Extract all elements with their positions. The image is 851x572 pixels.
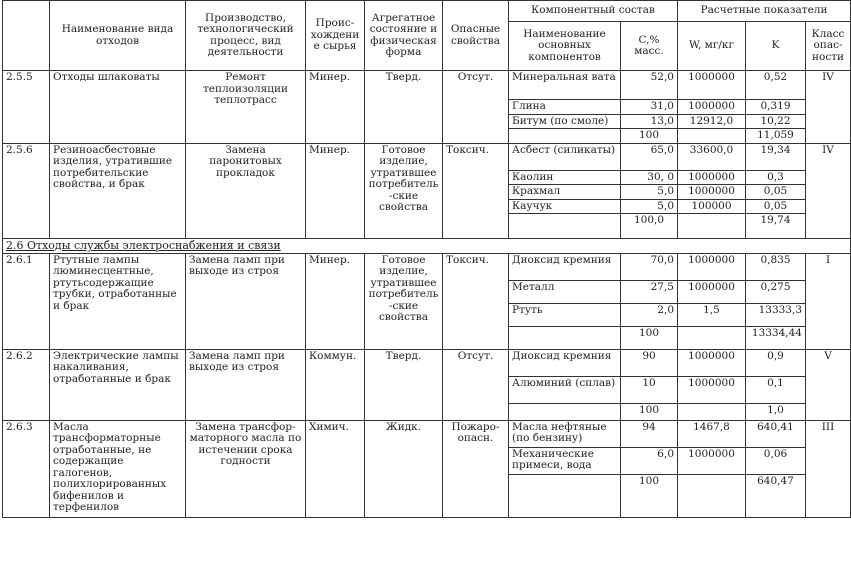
total-k: 1,0 [746, 403, 806, 420]
component-k: 0,05 [746, 199, 806, 214]
component-name: Крахмал [509, 185, 621, 200]
total-k: 13334,44 [746, 326, 806, 349]
total-c: 100 [621, 326, 678, 349]
component-name: Механические примеси, вода [509, 447, 621, 474]
total-c: 100 [621, 403, 678, 420]
total-k: 19,74 [746, 214, 806, 239]
header-composition: Компонентный состав [509, 1, 678, 22]
row-code: 2.5.6 [3, 143, 50, 239]
row-hazard: Пожаро-опасн. [443, 420, 509, 517]
component-w: 1467,8 [678, 420, 746, 447]
waste-classification-table [2, 0, 851, 518]
component-k: 0,52 [746, 71, 806, 100]
row-hazard: Отсут. [443, 349, 509, 420]
row-origin: Минер. [306, 253, 365, 349]
component-name: Масла нефтяные (по бензину) [509, 420, 621, 447]
row-process: Замена ламп при выходе из строя [186, 349, 306, 420]
component-c: 90 [621, 349, 678, 376]
component-name: Каучук [509, 199, 621, 214]
component-c: 6,0 [621, 447, 678, 474]
row-code: 2.6.2 [3, 349, 50, 420]
header-comp-name: Наименование основных компонентов [509, 22, 621, 71]
row-code: 2.6.1 [3, 253, 50, 349]
row-class: III [806, 420, 851, 517]
table-row [3, 349, 851, 376]
header-name: Наименование вида отходов [50, 1, 186, 71]
table-row [3, 420, 851, 447]
header-w: W, мг/кг [678, 22, 746, 71]
component-name: Асбест (силикаты) [509, 143, 621, 170]
header-row-1 [3, 1, 851, 22]
component-w: 1,5 [678, 303, 746, 326]
header-state: Агрегатное состояние и физическая форма [365, 1, 443, 71]
component-w: 1000000 [678, 280, 746, 303]
component-w: 1000000 [678, 376, 746, 403]
component-w: 1000000 [678, 170, 746, 185]
component-w: 1000000 [678, 71, 746, 100]
header-code [3, 1, 50, 71]
row-class: V [806, 349, 851, 420]
component-name: Битум (по смоле) [509, 114, 621, 129]
component-c: 65,0 [621, 143, 678, 170]
component-w: 12912,0 [678, 114, 746, 129]
row-hazard: Токсич. [443, 253, 509, 349]
row-name: Масла трансформаторные отработанные, не содержащие галогенов, полихлорированных бифенилов и терфенилов [50, 420, 186, 517]
component-name: Каолин [509, 170, 621, 185]
table-row [3, 71, 851, 100]
row-code: 2.6.3 [3, 420, 50, 517]
component-name: Минеральная вата [509, 71, 621, 100]
component-k: 0,275 [746, 280, 806, 303]
row-state: Тверд. [365, 349, 443, 420]
component-w: 1000000 [678, 253, 746, 280]
row-name: Отходы шлаковаты [50, 71, 186, 144]
component-w: 33600,0 [678, 143, 746, 170]
row-process: Ремонт теплоизоляции теплотрасс [186, 71, 306, 144]
row-origin: Минер. [306, 71, 365, 144]
row-origin: Коммун. [306, 349, 365, 420]
component-k: 0,1 [746, 376, 806, 403]
row-process: Замена трансфор-маторного масла по истечении срока годности [186, 420, 306, 517]
section-heading-text: 2.6 Отходы службы электроснабжения и связи [6, 239, 281, 252]
row-process: Замена паронитовых прокладок [186, 143, 306, 239]
component-c: 30, 0 [621, 170, 678, 185]
header-class: Класс опас-ности [806, 22, 851, 71]
header-process: Производство, технологический процесс, вид деятельности [186, 1, 306, 71]
row-process: Замена ламп при выходе из строя [186, 253, 306, 349]
component-w: 1000000 [678, 100, 746, 115]
component-c: 13,0 [621, 114, 678, 129]
component-c: 31,0 [621, 100, 678, 115]
component-k: 19,34 [746, 143, 806, 170]
row-hazard: Отсут. [443, 71, 509, 144]
row-class: IV [806, 71, 851, 144]
row-name: Электрические лампы накаливания, отработанные и брак [50, 349, 186, 420]
row-origin: Минер. [306, 143, 365, 239]
component-c: 5,0 [621, 199, 678, 214]
component-k: 13333,3 [746, 303, 806, 326]
component-k: 10,22 [746, 114, 806, 129]
component-k: 0,9 [746, 349, 806, 376]
total-c: 100 [621, 474, 678, 517]
component-k: 0,3 [746, 170, 806, 185]
component-k: 0,06 [746, 447, 806, 474]
total-c: 100 [621, 129, 678, 144]
component-w: 1000000 [678, 447, 746, 474]
row-name: Резиноасбестовые изделия, утратившие потребительские свойства, и брак [50, 143, 186, 239]
total-c: 100,0 [621, 214, 678, 239]
component-k: 0,319 [746, 100, 806, 115]
row-origin: Химич. [306, 420, 365, 517]
component-c: 2,0 [621, 303, 678, 326]
component-name: Металл [509, 280, 621, 303]
total-k: 640,47 [746, 474, 806, 517]
component-w: 1000000 [678, 349, 746, 376]
row-state: Готовое изделие, утратившее потребитель-ские свойства [365, 253, 443, 349]
section-row [3, 239, 851, 254]
row-class: IV [806, 143, 851, 239]
header-conc: C,% масс. [621, 22, 678, 71]
component-c: 94 [621, 420, 678, 447]
component-c: 27,5 [621, 280, 678, 303]
row-hazard: Токсич. [443, 143, 509, 239]
header-hazard: Опасные свойства [443, 1, 509, 71]
row-code: 2.5.5 [3, 71, 50, 144]
table-row [3, 253, 851, 280]
component-w: 100000 [678, 199, 746, 214]
component-name: Диоксид кремния [509, 349, 621, 376]
total-k: 11,059 [746, 129, 806, 144]
header-origin: Проис-хождение сырья [306, 1, 365, 71]
component-c: 70,0 [621, 253, 678, 280]
header-k: K [746, 22, 806, 71]
component-k: 640,41 [746, 420, 806, 447]
row-state: Тверд. [365, 71, 443, 144]
section-heading [3, 239, 851, 254]
row-class: I [806, 253, 851, 349]
component-c: 10 [621, 376, 678, 403]
component-name: Диоксид кремния [509, 253, 621, 280]
row-state: Жидк. [365, 420, 443, 517]
component-c: 52,0 [621, 71, 678, 100]
component-c: 5,0 [621, 185, 678, 200]
component-w: 1000000 [678, 185, 746, 200]
component-k: 0,05 [746, 185, 806, 200]
component-k: 0,835 [746, 253, 806, 280]
component-name: Алюминий (сплав) [509, 376, 621, 403]
table-row [3, 143, 851, 170]
row-state: Готовое изделие, утратившее потребитель-ские свойства [365, 143, 443, 239]
component-name: Ртуть [509, 303, 621, 326]
header-calc: Расчетные показатели [678, 1, 851, 22]
component-name: Глина [509, 100, 621, 115]
row-name: Ртутные лампы люминесцентные, ртутьсодержащие трубки, отработанные и брак [50, 253, 186, 349]
